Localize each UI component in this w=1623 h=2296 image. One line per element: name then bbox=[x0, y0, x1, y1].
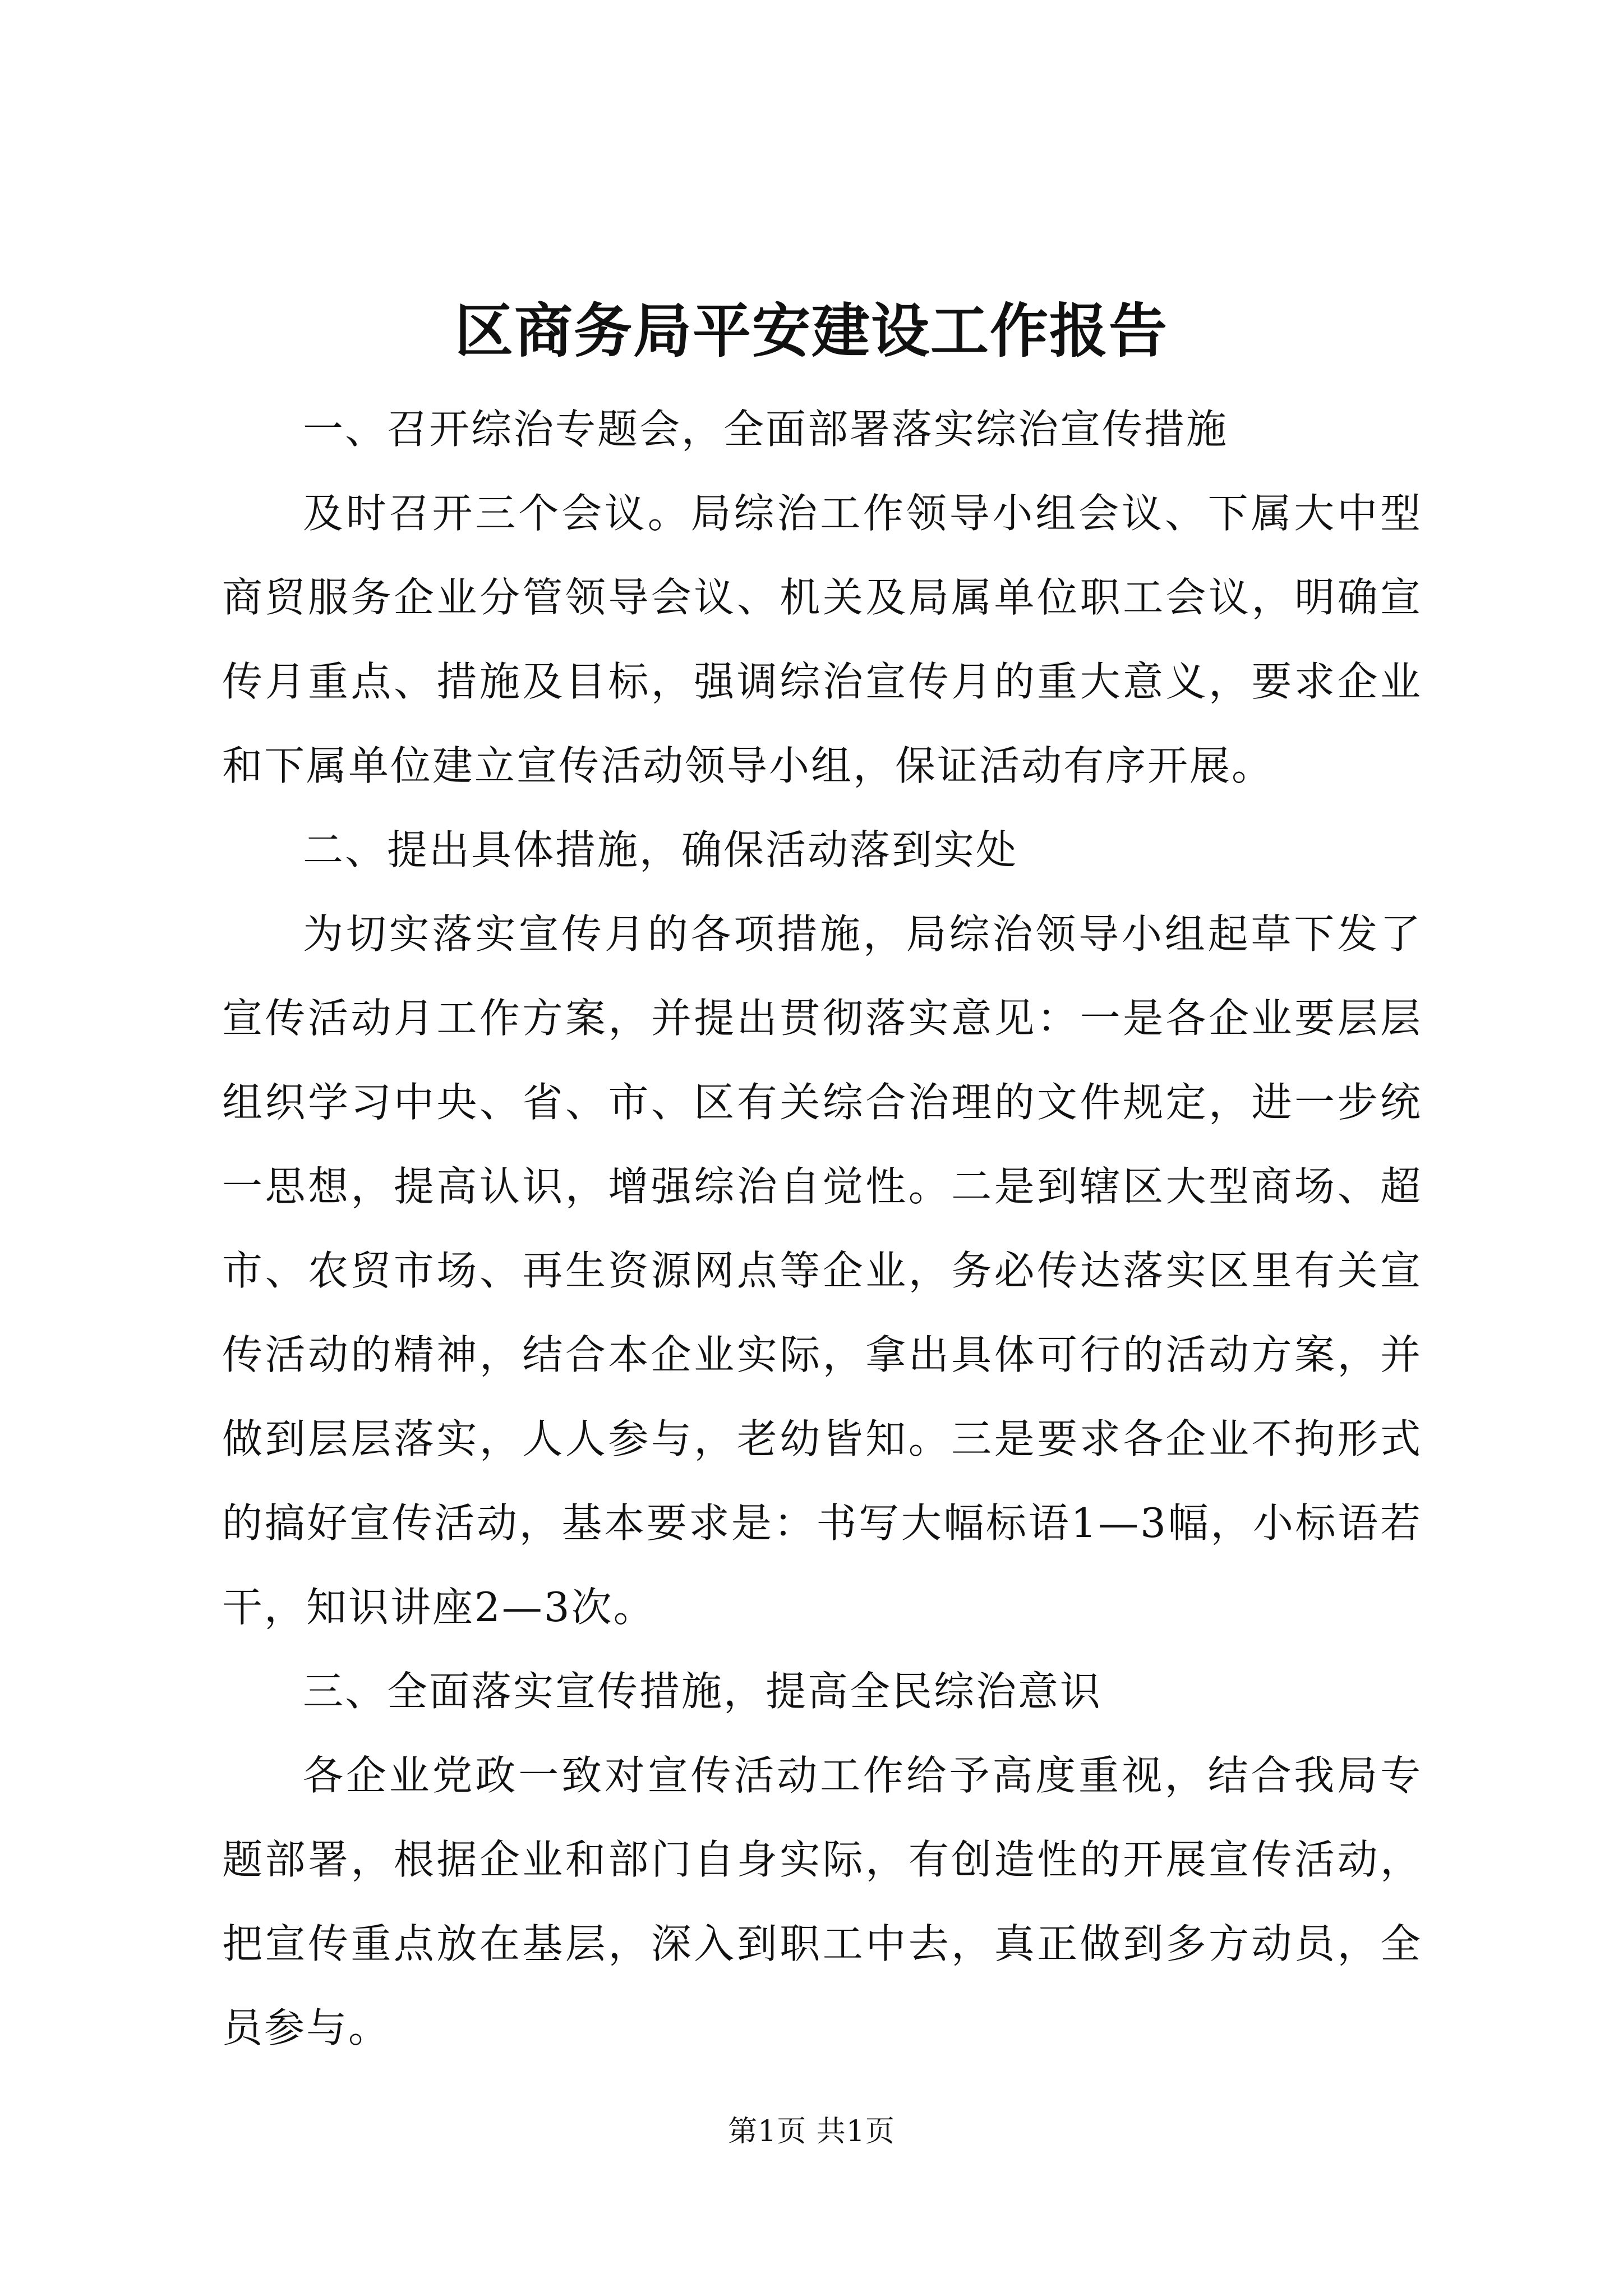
page-number-footer: 第1页 共1页 bbox=[728, 2115, 895, 2148]
section-heading-1: 一、召开综治专题会，全面部署落实综治宣传措施 bbox=[303, 406, 1229, 453]
paragraph-3: 各企业党政一致对宣传活动工作给予高度重视，结合我局专题部署，根据企业和部门自身实际，有创造性的开展宣传活动，把宣传重点放在基层，深入到职工中去，真正做到多方动员，全员参与。 bbox=[222, 1752, 1422, 2051]
paragraph-2: 为切实落实宣传月的各项措施，局综治领导小组起草下发了宣传活动月工作方案，并提出贯彻落实意见：一是各企业要层层组织学习中央、省、市、区有关综合治理的文件规定，进一步统一思想，提高认识，增强综治自觉性。二是到辖区大型商场、超市、农贸市场、再生资源网点等企业，务必传达落实区里有关宣传活动的精神，结合本企业实际，拿出具体可行的活动方案，并做到层层落实，人人参与，老幼皆知。三是要求各企业不拘形式的搞好宣传活动，基本要求是：书写大幅标语1—3幅，小标语若干，知识讲座2—3次。 bbox=[222, 910, 1422, 1631]
section-heading-2: 二、提出具体措施，确保活动落到实处 bbox=[303, 826, 1018, 873]
paragraph-1: 及时召开三个会议。局综治工作领导小组会议、下属大中型商贸服务企业分管领导会议、机关及局属单位职工会议，明确宣传月重点、措施及目标，强调综治宣传月的重大意义，要求企业和下属单位建立宣传活动领导小组，保证活动有序开展。 bbox=[222, 490, 1422, 789]
document-title: 区商务局平安建设工作报告 bbox=[454, 296, 1168, 365]
document-body bbox=[222, 387, 1422, 2070]
section-heading-3: 三、全面落实宣传措施，提高全民综治意识 bbox=[303, 1668, 1103, 1715]
